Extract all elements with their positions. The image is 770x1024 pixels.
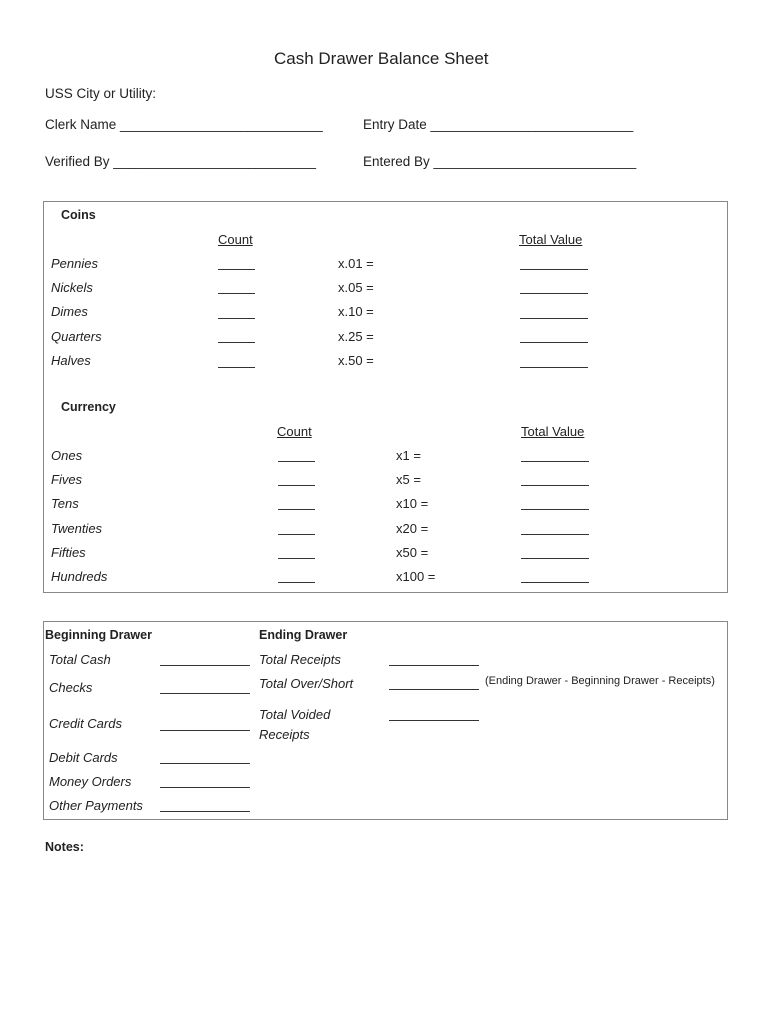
clerk-name-field[interactable]: Clerk Name ___________________________ xyxy=(45,117,323,132)
credit-cards-blank[interactable] xyxy=(160,730,250,731)
voided-receipts-label-2: Receipts xyxy=(259,727,310,742)
coin-total-blank[interactable] xyxy=(520,293,588,294)
coin-label: Pennies xyxy=(51,256,98,271)
money-orders-blank[interactable] xyxy=(160,787,250,788)
entry-date-field[interactable]: Entry Date ___________________________ xyxy=(363,117,634,132)
currency-multiplier: x1 = xyxy=(396,448,421,463)
other-payments-blank[interactable] xyxy=(160,811,250,812)
currency-count-blank[interactable] xyxy=(278,582,315,583)
page-title: Cash Drawer Balance Sheet xyxy=(274,49,489,68)
coin-count-blank[interactable] xyxy=(218,318,255,319)
beginning-drawer-heading: Beginning Drawer xyxy=(45,628,152,642)
money-orders-label: Money Orders xyxy=(49,774,132,789)
entered-by-field[interactable]: Entered By ___________________________ xyxy=(363,154,637,169)
currency-total-blank[interactable] xyxy=(521,534,589,535)
currency-multiplier: x100 = xyxy=(396,569,436,584)
coin-label: Quarters xyxy=(51,329,102,344)
coin-count-blank[interactable] xyxy=(218,293,255,294)
currency-label: Tens xyxy=(51,496,79,511)
coin-multiplier: x.50 = xyxy=(338,353,374,368)
debit-cards-label: Debit Cards xyxy=(49,750,118,765)
currency-label: Twenties xyxy=(51,521,103,536)
drawer-box xyxy=(43,621,728,820)
currency-total-blank[interactable] xyxy=(521,558,589,559)
total-receipts-label: Total Receipts xyxy=(259,652,341,667)
coin-multiplier: x.05 = xyxy=(338,280,374,295)
currency-count-blank[interactable] xyxy=(278,485,315,486)
coins-count-header: Count xyxy=(218,232,253,247)
currency-total-blank[interactable] xyxy=(521,509,589,510)
voided-receipts-label-1: Total Voided xyxy=(259,707,331,722)
coin-total-blank[interactable] xyxy=(520,342,588,343)
debit-cards-blank[interactable] xyxy=(160,763,250,764)
city-utility-label: USS City or Utility: xyxy=(45,86,157,101)
currency-label: Fifties xyxy=(51,545,86,560)
coin-label: Nickels xyxy=(51,280,93,295)
currency-count-header: Count xyxy=(277,424,312,439)
currency-multiplier: x20 = xyxy=(396,521,429,536)
currency-multiplier: x50 = xyxy=(396,545,429,560)
checks-blank[interactable] xyxy=(160,693,250,694)
currency-count-blank[interactable] xyxy=(278,461,315,462)
voided-receipts-blank[interactable] xyxy=(389,720,479,721)
currency-total-blank[interactable] xyxy=(521,485,589,486)
notes-label: Notes: xyxy=(45,840,84,854)
coin-count-blank[interactable] xyxy=(218,269,255,270)
total-cash-label: Total Cash xyxy=(49,652,111,667)
coins-heading: Coins xyxy=(61,208,96,222)
coin-total-blank[interactable] xyxy=(520,318,588,319)
coin-multiplier: x.25 = xyxy=(338,329,374,344)
currency-total-blank[interactable] xyxy=(521,582,589,583)
currency-count-blank[interactable] xyxy=(278,558,315,559)
total-receipts-blank[interactable] xyxy=(389,665,479,666)
ending-drawer-heading: Ending Drawer xyxy=(259,628,348,642)
coin-multiplier: x.01 = xyxy=(338,256,374,271)
coin-label: Dimes xyxy=(51,304,88,319)
currency-label: Fives xyxy=(51,472,83,487)
other-payments-label: Other Payments xyxy=(49,798,143,813)
coin-count-blank[interactable] xyxy=(218,342,255,343)
coin-total-blank[interactable] xyxy=(520,269,588,270)
coin-multiplier: x.10 = xyxy=(338,304,374,319)
credit-cards-label: Credit Cards xyxy=(49,716,122,731)
coin-total-blank[interactable] xyxy=(520,367,588,368)
currency-count-blank[interactable] xyxy=(278,509,315,510)
currency-multiplier: x5 = xyxy=(396,472,421,487)
currency-total-blank[interactable] xyxy=(521,461,589,462)
over-short-formula: (Ending Drawer - Beginning Drawer - Receipts) xyxy=(485,675,715,687)
currency-multiplier: x10 = xyxy=(396,496,429,511)
total-cash-blank[interactable] xyxy=(160,665,250,666)
currency-label: Ones xyxy=(51,448,83,463)
coins-currency-box xyxy=(43,201,728,593)
currency-heading: Currency xyxy=(61,400,116,414)
over-short-label: Total Over/Short xyxy=(259,676,354,691)
currency-total-header: Total Value xyxy=(521,424,585,439)
verified-by-field[interactable]: Verified By ___________________________ xyxy=(45,154,317,169)
coins-total-header: Total Value xyxy=(519,232,583,247)
checks-label: Checks xyxy=(49,680,93,695)
currency-label: Hundreds xyxy=(51,569,108,584)
currency-count-blank[interactable] xyxy=(278,534,315,535)
coin-count-blank[interactable] xyxy=(218,367,255,368)
over-short-blank[interactable] xyxy=(389,689,479,690)
coin-label: Halves xyxy=(51,353,91,368)
